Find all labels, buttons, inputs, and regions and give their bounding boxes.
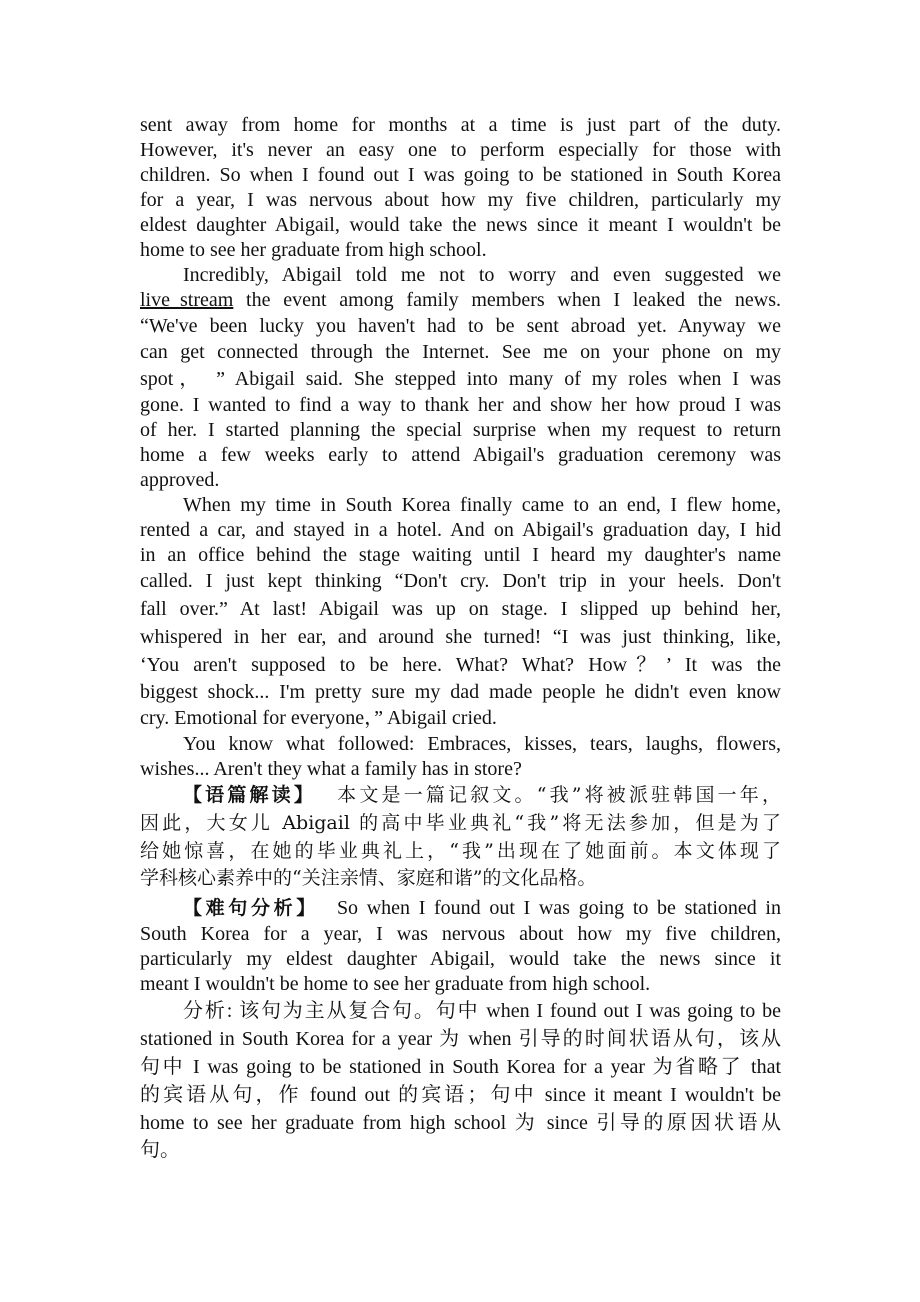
passage-text: the event among family members when I leaked the news. xyxy=(233,289,781,311)
passage-line: of her. I started planning the special surprise when my request to return xyxy=(140,419,781,441)
passage-line: called. I just kept thinking “Don't cry. Don't trip in your heels. Don't xyxy=(140,570,781,592)
difficult-sentence-line xyxy=(183,896,781,920)
analysis-line: home to see her graduate from high school 为 since 引导的原因状语从 xyxy=(140,1112,781,1134)
analysis-line: 分析: 该句为主从复合句。句中 when I found out I was going to be xyxy=(183,1000,781,1022)
passage-line: spot， ” Abigail said. She stepped into many of my roles when I was xyxy=(140,368,781,390)
difficult-sentence-text: So when I found out I was going to be stationed in xyxy=(336,897,781,919)
passage-line: approved. xyxy=(140,469,220,491)
passage-line: wishes... Aren't they what a family has in store? xyxy=(140,758,522,780)
passage-line: for a year, I was nervous about how my five children, particularly my xyxy=(140,189,781,211)
analysis-line: stationed in South Korea for a year 为 when 引导的时间状语从句，该从 xyxy=(140,1028,781,1050)
passage-line: fall over.” At last! Abigail was up on stage. I slipped up behind her, xyxy=(140,598,781,620)
interpretation-line: 给她惊喜，在她的毕业典礼上，“我”出现在了她面前。本文体现了 xyxy=(140,840,781,862)
interpretation-line: 学科核心素养中的“关注亲情、家庭和谐”的文化品格。 xyxy=(140,867,597,889)
passage-line: children. So when I found out I was going to be stationed in South Korea xyxy=(140,164,781,186)
passage-line: can get connected through the Internet. See me on your phone on my xyxy=(140,341,781,363)
underlined-phrase: live_stream xyxy=(140,289,234,311)
passage-line: whispered in her ear, and around she turned! “I was just thinking, like, xyxy=(140,626,781,648)
passage-line: sent away from home for months at a time is just part of the duty. xyxy=(140,114,781,136)
passage-line: eldest daughter Abigail, would take the news since it meant I wouldn't be xyxy=(140,214,781,236)
analysis-line: 句中 I was going to be stationed in South Korea for a year 为省略了 that xyxy=(140,1056,781,1078)
passage-line: home a few weeks early to attend Abigail's graduation ceremony was xyxy=(140,444,781,466)
passage-line: However, it's never an easy one to perform especially for those with xyxy=(140,139,781,161)
passage-line: gone. I wanted to find a way to thank her and show her how proud I was xyxy=(140,394,781,416)
passage-line: biggest shock... I'm pretty sure my dad made people he didn't even know xyxy=(140,681,781,703)
difficult-sentence-line: particularly my eldest daughter Abigail, would take the news since it xyxy=(140,948,781,970)
interpretation-line: 因此，大女儿 Abigail 的高中毕业典礼“我”将无法参加，但是为了 xyxy=(140,812,781,834)
passage-line: home to see her graduate from high school. xyxy=(140,239,487,261)
passage-line: cry. Emotional for everyone，” Abigail cried. xyxy=(140,707,497,729)
passage-line: rented a car, and stayed in a hotel. And on Abigail's graduation day, I hid xyxy=(140,519,781,541)
passage-line: When my time in South Korea finally came to an end, I flew home, xyxy=(183,494,781,516)
passage-line: Incredibly, Abigail told me not to worry and even suggested we xyxy=(183,264,781,286)
passage-line: ‘You aren't supposed to be here. What? What? How？’ It was the xyxy=(140,654,781,676)
passage-line xyxy=(140,288,781,312)
analysis-line: 的宾语从句，作 found out 的宾语；句中 since it meant I wouldn't be xyxy=(140,1084,781,1106)
passage-line: in an office behind the stage waiting until I heard my daughter's name xyxy=(140,544,781,566)
analysis-line: 句。 xyxy=(140,1139,180,1161)
difficult-sentence-heading: 【难句分析】 xyxy=(183,897,319,919)
interpretation-line xyxy=(183,783,781,807)
difficult-sentence-line: meant I wouldn't be home to see her graduate from high school. xyxy=(140,973,651,995)
interpretation-heading: 【语篇解读】 xyxy=(183,784,317,806)
interpretation-text: 本文是一篇记叙文。“我”将被派驻韩国一年， xyxy=(334,784,781,806)
difficult-sentence-line: South Korea for a year, I was nervous about how my five children, xyxy=(140,923,781,945)
passage-line: You know what followed: Embraces, kisses, tears, laughs, flowers, xyxy=(183,733,781,755)
passage-line: “We've been lucky you haven't had to be sent abroad yet. Anyway we xyxy=(140,315,781,337)
